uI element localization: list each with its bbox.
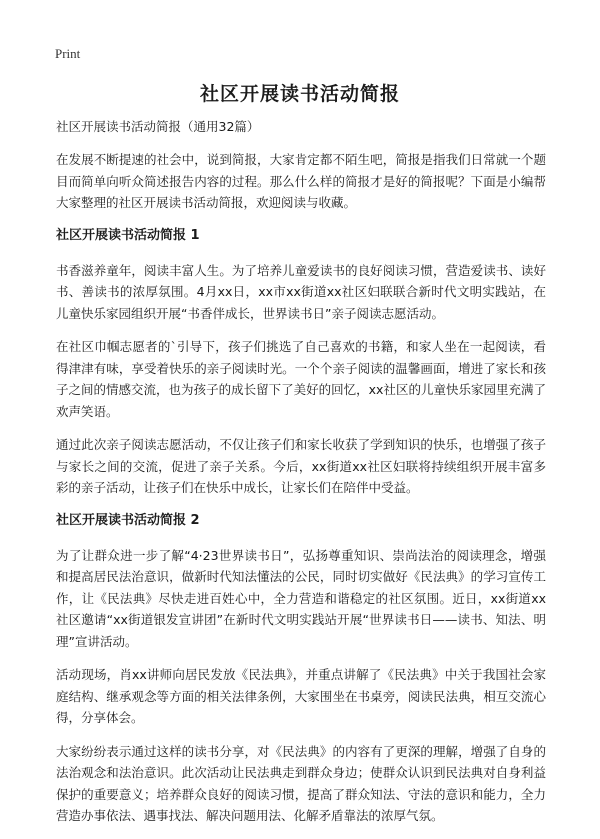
- section-paragraph: 书香滋养童年，阅读丰富人生。为了培养儿童爱读书的良好阅读习惯，营造爱读书、读好书、善读书的浓厚氛围。4月xx日，xx市xx街道xx社区妇联联合新时代文明实践站，在儿童快乐家园组织开展“书香伴成长，世界读书日”亲子阅读志愿活动。: [56, 262, 546, 321]
- section-2: [56, 511, 546, 827]
- section-heading: 社区开展读书活动简报 1: [56, 227, 200, 243]
- section-paragraph: 在社区巾帼志愿者的`引导下，孩子们挑选了自己喜欢的书籍，和家人坐在一起阅读，看得津津有味，享受着快乐的亲子阅读时光。一个个亲子阅读的温馨画面，增进了家长和孩子之间的情感交流，也为孩子的成长留下了美好的回忆，xx社区的儿童快乐家园里充满了欢声笑语。: [56, 339, 546, 419]
- document-subtitle: 社区开展读书活动简报（通用32篇）: [56, 119, 260, 134]
- document-body: [56, 117, 546, 839]
- section-paragraph: 大家纷纷表示通过这样的读书分享，对《民法典》的内容有了更深的理解，增强了自身的 法治观念和法治意识。此次活动让民法典走到群众身边；使群众认识到民法典对自身利益保护的重要意义；培养群众良好的阅读习惯，提高了群众知法、守法的意识和能力，全力营造办事依法、遇事找法、解决问题用法、化解矛盾靠法的浓厚气氛。: [56, 743, 546, 823]
- intro-paragraph: 在发展不断提速的社会中，说到简报，大家肯定都不陌生吧，简报是指我们日常就一个题目而简单向听众简述报告内容的过程。那么什么样的简报才是好的简报呢？下面是小编帮大家整理的社区开展读书活动简报，欢迎阅读与收藏。: [56, 152, 546, 210]
- section-heading: 社区开展读书活动简报 2: [56, 512, 200, 528]
- section-paragraph: 活动现场，肖xx讲师向居民发放《民法典》，并重点讲解了《民法典》中关于我国社会家庭结构、继承观念等方面的相关法律条例，大家围坐在书桌旁，阅读民法典，相互交流心得，分享体会。: [56, 667, 546, 725]
- print-label[interactable]: Print: [55, 46, 81, 61]
- page-title: 社区开展读书活动简报: [199, 83, 400, 105]
- section-1: [56, 226, 546, 499]
- section-paragraph: 通过此次亲子阅读志愿活动，不仅让孩子们和家长收获了学到知识的快乐，也增强了孩子与家长之间的交流，促进了亲子关系。今后，xx街道xx社区妇联将持续组织开展丰富多彩的亲子活动，让孩子们在快乐中成长，让家长们在陪伴中受益。: [56, 437, 546, 495]
- section-paragraph: 为了让群众进一步了解“4·23世界读书日”，弘扬尊重知识、崇尚法治的阅读理念，增强和提高居民法治意识，做新时代知法懂法的公民，同时切实做好《民法典》的学习宣传工作，让《民法典》尽快走进百姓心中，全力营造和谐稳定的社区氛围。近日，xx街道xx社区邀请“xx街道银发宣讲团”在新时代文明实践站开展“世界读书日——读书、知法、明理”宣讲活动。: [56, 547, 546, 649]
